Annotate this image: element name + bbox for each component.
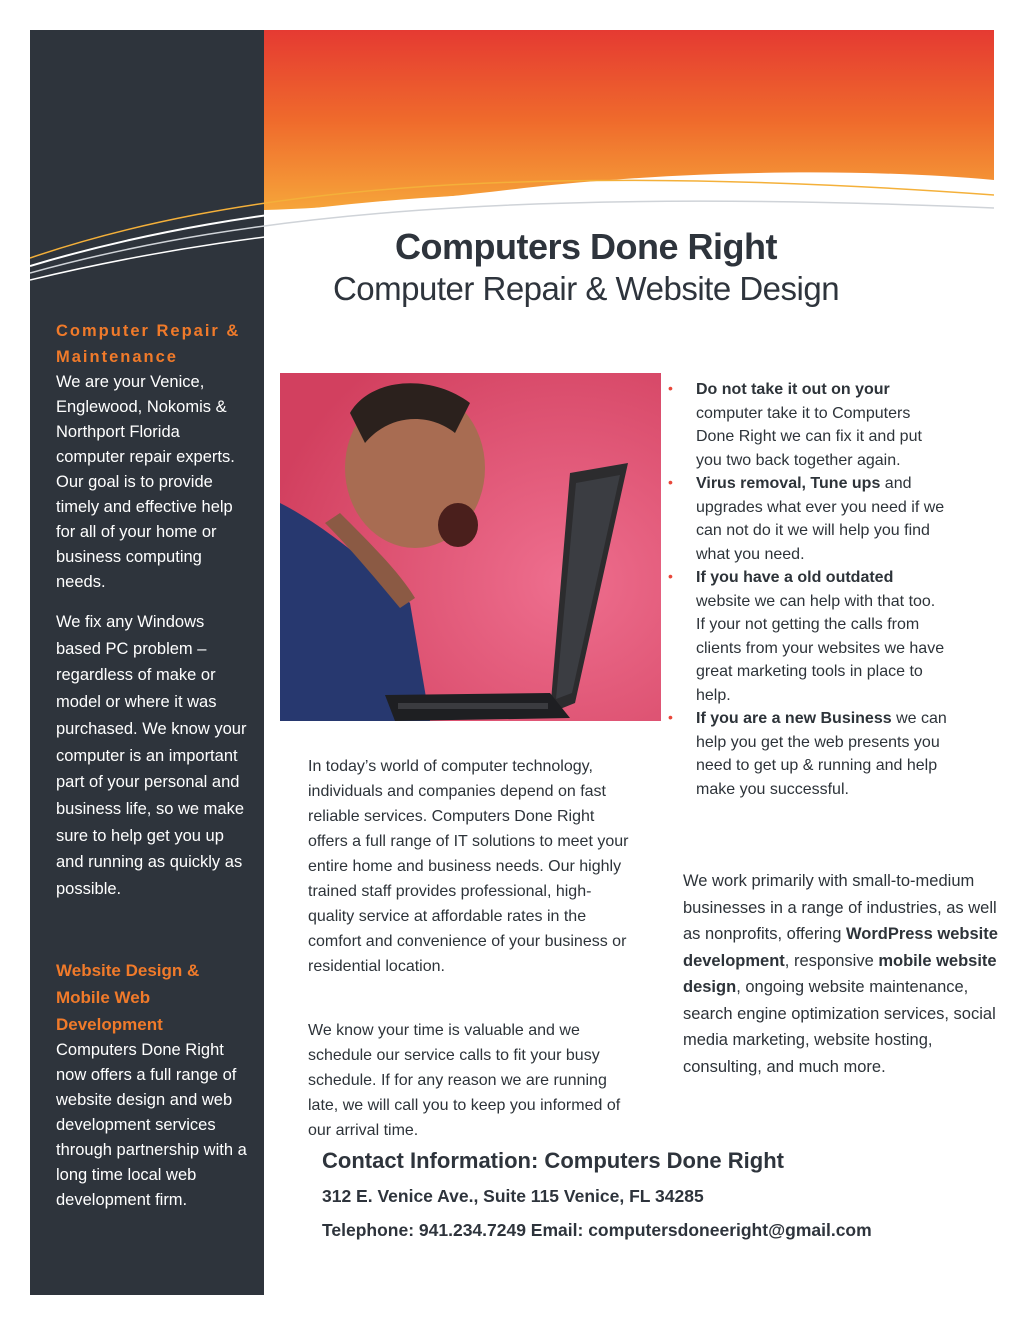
sidebar-paragraph: Computers Done Right now offers a full range of website design and web development services through partnership with a long time local web development firm.: [56, 1041, 247, 1209]
sidebar-heading-repair: Computer Repair & Maintenance: [56, 322, 241, 366]
bullet-dot-icon: •: [668, 568, 673, 584]
sidebar-section-repair: [56, 318, 248, 903]
service-bullet-list: [668, 378, 948, 801]
bullet-dot-icon: •: [668, 474, 673, 490]
photo-angry-man-laptop: [280, 373, 661, 721]
contact-phone-email: Telephone: 941.234.7249 Email: computersdoneeright@gmail.com: [322, 1220, 872, 1240]
contact-address: 312 E. Venice Ave., Suite 115 Venice, FL 34285: [322, 1186, 704, 1206]
sidebar-heading-web: Website Design & Mobile Web Development: [56, 961, 200, 1034]
sidebar-paragraph: We fix any Windows based PC problem – regardless of make or model or where it was purchased. We know your computer is an important part of your personal and business life, so we make sure to help get you up and running as quickly as possible.: [56, 613, 247, 899]
bullet-item: • Do not take it out on your computer take it to Computers Done Right we can fix it and put you two back together again.: [668, 378, 948, 472]
bullet-item: • Virus removal, Tune ups and upgrades what ever you need if we can not do it we will help you find what you need.: [668, 472, 948, 566]
bullet-dot-icon: •: [668, 709, 673, 725]
schedule-paragraph: We know your time is valuable and we schedule our service calls to fit your busy schedule. If for any reason we are running late, we will call you to keep you informed of our arrival time.: [308, 1022, 621, 1139]
intro-paragraph: In today’s world of computer technology, individuals and companies depend on fast reliable services. Computers Done Right offers a full range of IT solutions to meet your entire home and business needs. Our highly trained staff provides professional, high-quality service at affordable rates in the comfort and convenience of your business or residential location.: [308, 758, 629, 975]
page-title: Computers Done Right: [395, 226, 777, 267]
bullet-dot-icon: •: [668, 380, 673, 396]
services-paragraph: We work primarily with small-to-medium businesses in a range of industries, as well as nonprofits, offering WordPress website development, responsive mobile website design, ongoing website maintenance, search engine optimization services, social media marketing, website hosting, consulting, and much more.: [683, 872, 998, 1076]
sidebar-section-web: [56, 957, 248, 1213]
page-subtitle: Computer Repair & Website Design: [332, 270, 840, 307]
sidebar-paragraph: We are your Venice, Englewood, Nokomis & Northport Florida computer repair experts. Our goal is to provide timely and effective help for all of your home or business computing needs.: [56, 373, 235, 591]
contact-heading: Contact Information: Computers Done Right: [322, 1148, 784, 1173]
bullet-item: • If you are a new Business we can help you get the web presents you need to get up & running and help make you successful.: [668, 707, 948, 801]
bullet-item: • If you have a old outdated website we can help with that too. If your not getting the calls from clients from your websites we have great marketing tools in place to help.: [668, 566, 948, 707]
